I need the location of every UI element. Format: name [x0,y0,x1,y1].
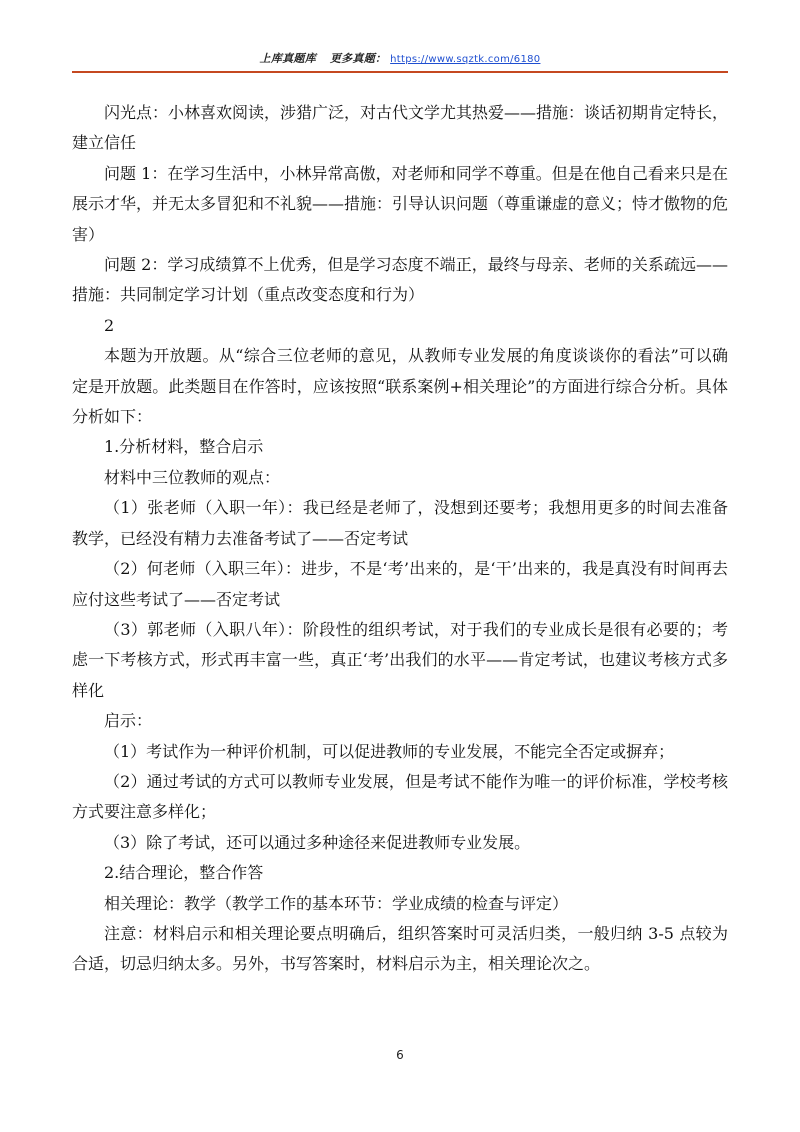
section-heading-2: 2.结合理论，整合作答 [104,863,264,883]
paragraph-intro: 本题为开放题。从“综合三位老师的意见，从教师专业发展的角度谈谈你的看法”可以确定是开放题。此类题目在作答时，应该按照“联系案例+相关理论”的方面进行综合分析。具体分析如下： [72,346,728,427]
page-number: 6 [396,1048,404,1062]
section-heading-1: 1.分析材料，整合启示 [104,437,264,457]
inspiration-item-3: （3）除了考试，还可以通过多种途径来促进教师专业发展。 [104,832,531,852]
paragraph-problem-2: 问题 2：学习成绩算不上优秀，但是学习态度不端正，最终与母亲、老师的关系疏远——措施：共同制定学习计划（重点改变态度和行为） [72,255,728,305]
paragraph-teacher-he: （2）何老师（入职三年）：进步，不是‘考’出来的，是‘干’出来的，我是真没有时间再去应付这些考试了——否定考试 [72,559,728,609]
paragraph-highlight: 闪光点：小林喜欢阅读，涉猎广泛，对古代文学尤其热爱——措施：谈话初期肯定特长，建立信任 [72,103,729,153]
paragraph-viewpoints-intro: 材料中三位教师的观点： [104,467,281,487]
inspiration-item-1: （1）考试作为一种评价机制，可以促进教师的专业发展，不能完全否定或摒弃； [104,741,675,761]
paragraph-note: 注意：材料启示和相关理论要点明确后，组织答案时可灵活归类，一般归纳 3-5 点较为合适，切忌归纳太多。另外，书写答案时，材料启示为主，相关理论次之。 [72,923,728,974]
paragraph-teacher-zhang: （1）张老师（入职一年）：我已经是老师了，没想到还要考；我想用更多的时间去准备教学，已经没有精力去准备考试了——否定考试 [72,498,728,548]
paragraph-problem-1: 问题 1：在学习生活中，小林异常高傲，对老师和同学不尊重。但是在他自己看来只是在展示才华，并无太多冒犯和不礼貌——措施：引导认识问题（尊重谦虚的意义；恃才傲物的危害） [72,163,729,244]
inspiration-heading: 启示： [104,711,153,731]
question-number: 2 [104,315,115,335]
header-more-label: 更多真题： [329,52,387,65]
page-header [72,52,728,67]
inspiration-item-2: （2）通过考试的方式可以教师专业发展，但是考试不能作为唯一的评价标准，学校考核方式要注意多样化； [72,771,728,822]
document-body [72,98,728,980]
header-url-link[interactable]: https://www.sqztk.com/6180 [390,54,541,65]
paragraph-related-theory: 相关理论：教学（教学工作的基本环节：学业成绩的检查与评定） [104,893,569,913]
header-divider [72,71,728,73]
paragraph-teacher-guo: （3）郭老师（入职八年）：阶段性的组织考试，对于我们的专业成长是很有必要的；考虑一下考核方式，形式再丰富一些，真正‘考’出我们的水平——肯定考试，也建议考核方式多样化 [72,619,728,700]
header-brand: 上库真题库 [259,52,317,65]
